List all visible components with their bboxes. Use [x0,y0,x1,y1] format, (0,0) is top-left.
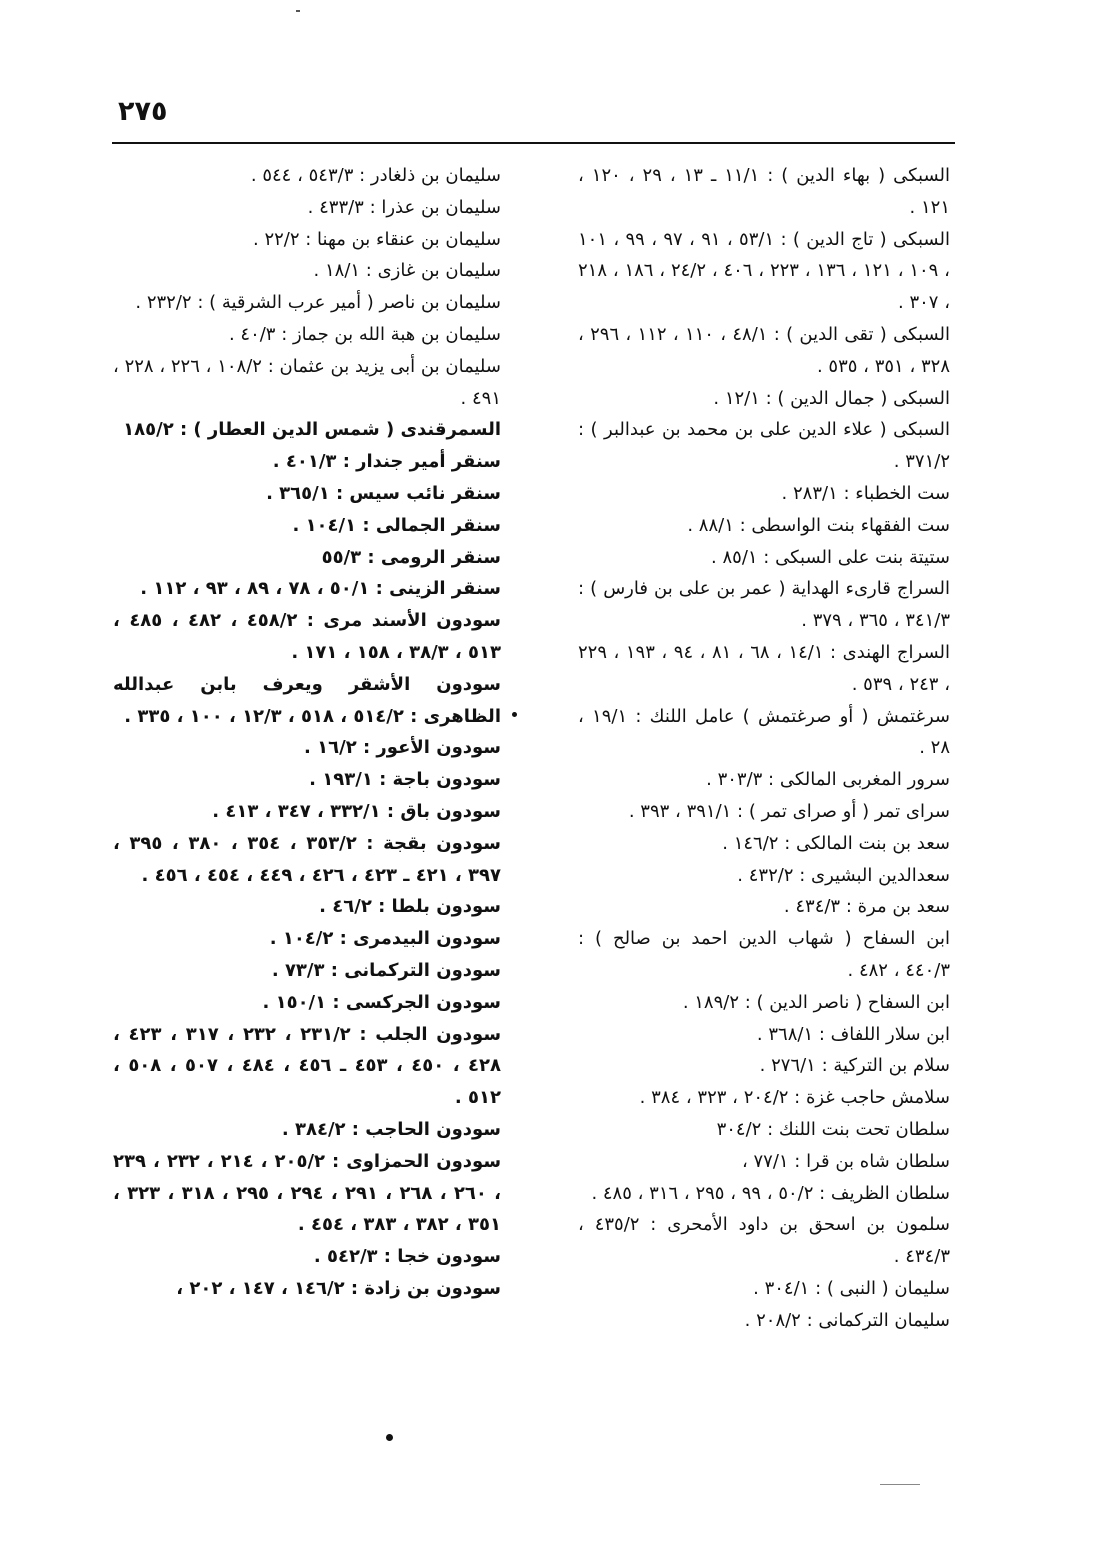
index-entry: سودون باق : ٣٣٢/١ ، ٣٤٧ ، ٤١٣ . [212,800,501,822]
index-entry: سنقر أمير جندار : ٤٠١/٣ . [272,451,501,473]
index-entry: ست الفقهاء بنت الواسطى : ٨٨/١ . [687,514,950,536]
index-entry: سودون الجركسى : ١٥٠/١ . [262,991,501,1013]
index-entry: ابن سلار اللفاف : ٣٦٨/١ . [756,1023,950,1045]
index-entry: سليمان ( النبى ) : ٣٠٤/١ . [753,1277,950,1299]
index-entry: سليمان بن غازى : ١٨/١ . [313,260,501,282]
index-entry: سودون الحمزاوى : ٢٠٥/٢ ، ٢١٤ ، ٢٣٢ ، ٢٣٩ ، ٢٦٠ ، ٢٦٨ ، ٢٩١ ، ٢٩٤ ، ٢٩٥ ، ٣١٨ ، ٣٢٣ ، ٣٥١ ، ٣٨٢ ، ٣٨٣ ، ٤٥٤ . [113,1150,502,1236]
index-entry: سودون البيدمرى : ١٠٤/٢ . [269,928,501,950]
index-entry: السراج الهندى : ١٤/١ ، ٦٨ ، ٨١ ، ٩٤ ، ١٩٣ ، ٢٢٩ ، ٢٤٣ ، ٥٣٩ . [578,641,951,695]
index-entry: سنقر نائب سيس : ٣٦٥/١ . [266,482,501,504]
header-rule [112,142,955,144]
index-entry: سلامش حاجب غزة : ٢٠٤/٢ ، ٣٢٣ ، ٣٨٤ . [639,1087,950,1109]
index-entry: السراج قارىء الهداية ( عمر بن على بن فارس ) : ٣٤١/٣ ، ٣٦٥ ، ٣٧٩ . [578,578,950,632]
index-entry: سودون الأشقر ويعرف بابن عبدالله الظاهرى : ٥١٤/٢ ، ٥١٨ ، ١٢/٣ ، ١٠٠ ، ٣٣٥ . [113,673,501,727]
index-entry: سودون بلطا : ٤٦/٢ . [319,896,501,918]
index-entry: سودون الحاجب : ٣٨٤/٢ . [281,1118,501,1140]
index-column-right [578,160,950,1336]
index-entry: سعد بن بنت المالكى : ١٤٦/٢ . [722,832,950,854]
index-entry: السبكى ( جمال الدين ) : ١٢/١ . [713,387,950,409]
index-entry: سلطان تحت بنت اللنك : ٣٠٤/٢ [716,1118,950,1140]
index-entry: سودون بن زادة : ١٤٦/٢ ، ١٤٧ ، ٢٠٢ ، [176,1277,501,1299]
index-entry: سودون باجة : ١٩٣/١ . [309,769,501,791]
index-entry: السبكى ( تقى الدين ) : ٤٨/١ ، ١١٠ ، ١١٢ ، ٢٩٦ ، ٣٢٨ ، ٣٥١ ، ٥٣٥ . [578,323,950,377]
index-entry: ابن السفاح ( ناصر الدين ) : ١٨٩/٢ . [682,991,950,1013]
index-entry: سلام بن التركية : ٢٧٦/١ . [759,1055,950,1077]
index-entry: السمرقندى ( شمس الدين العطار ) : ١٨٥/٢ [123,419,501,441]
scan-mark-bottom [880,1484,920,1485]
index-entry: السبكى ( علاء الدين على بن محمد بن عبدالبر ) : ٣٧١/٢ . [578,419,950,473]
index-entry: سليمان بن ناصر ( أمير عرب الشرقية ) : ٢٣٢/٢ . [135,292,501,314]
index-entry: سودون الأعور : ١٦/٢ . [304,737,501,759]
index-entry: سليمان بن ذلغادر : ٥٤٣/٣ ، ٥٤٤ . [250,165,501,186]
index-entry: سلمون بن اسحق بن داود الأمحرى : ٤٣٥/٢ ، ٤٣٤/٣ . [578,1214,950,1268]
bottom-dot [386,1434,393,1441]
index-entry: ابن السفاح ( شهاب الدين احمد بن صالح ) : ٤٤٠/٣ ، ٤٨٢ . [578,928,950,981]
index-column-left [113,160,501,1305]
index-entry: سودون الجلب : ٢٣١/٢ ، ٢٣٢ ، ٣١٧ ، ٤٢٣ ، ٤٢٨ ، ٤٥٠ ، ٤٥٣ ـ ٤٥٦ ، ٤٨٤ ، ٥٠٧ ، ٥٠٨ ، ٥١٢ . [113,1023,502,1109]
index-entry: سنقر الزينى : ٥٠/١ ، ٧٨ ، ٨٩ ، ٩٣ ، ١١٢ . [140,578,501,600]
index-entry: ست الخطباء : ٢٨٣/١ . [781,482,950,504]
scan-mark-top [296,10,300,12]
index-entry: سليمان بن عذرا : ٤٣٣/٣ . [307,196,501,218]
index-entry: سليمان التركمانى : ٢٠٨/٢ . [744,1309,950,1331]
index-entry: سنقر الجمالى : ١٠٤/١ . [292,514,501,536]
index-entry: سودون بقجة : ٣٥٣/٢ ، ٣٥٤ ، ٣٨٠ ، ٣٩٥ ، ٣٩٧ ، ٤٢١ ـ ٤٢٣ ، ٤٢٦ ، ٤٤٩ ، ٤٥٤ ، ٤٥٦ . [113,832,502,886]
index-entry: سلطان الظريف : ٥٠/٢ ، ٩٩ ، ٢٩٥ ، ٣١٦ ، ٤٨٥ . [591,1182,950,1204]
index-entry: سودون خجا : ٥٤٢/٣ . [313,1246,501,1268]
page-number: ٢٧٥ [118,96,168,127]
index-entry: سليمان بن أبى يزيد بن عثمان : ١٠٨/٢ ، ٢٢٦ ، ٢٢٨ ، ٤٩١ . [113,355,501,409]
index-entry: سرغتمش ( أو صرغتمش ) عامل اللنك : ١٩/١ ، ٢٨ . [578,705,950,759]
index-entry: ستيتة بنت على السبكى : ٨٥/١ . [711,546,950,568]
index-entry: سعد بن مرة : ٤٣٤/٣ . [783,896,950,918]
index-entry: سودون التركمانى : ٧٣/٣ . [271,959,501,981]
index-entry: سودون الأسند مرى : ٤٥٨/٢ ، ٤٨٢ ، ٤٨٥ ، ٥١٣ ، ٣٨/٣ ، ١٥٨ ، ١٧١ . [113,610,501,663]
index-entry: السبكى ( تاج الدين ) : ٥٣/١ ، ٩١ ، ٩٧ ، ٩٩ ، ١٠١ ، ١٠٩ ، ١٢١ ، ١٣٦ ، ٢٢٣ ، ٤٠٦ ، ٢٤/٢ ، ١٨٦ ، ٢١٨ ، ٣٠٧ . [578,228,950,314]
index-entry: سعدالدين البشيرى : ٤٣٢/٢ . [737,864,950,886]
margin-dot [512,712,517,717]
index-entry: سليمان بن عنقاء بن مهنا : ٢٢/٢ . [252,228,501,250]
index-entry: سليمان بن هبة الله بن جماز : ٤٠/٣ . [228,323,501,345]
index-entry: السبكى ( بهاء الدين ) : ١١/١ ـ ١٣ ، ٢٩ ، ١٢٠ ، ١٢١ . [578,165,951,218]
index-entry: سراى تمر ( أو صراى تمر ) : ٣٩١/١ ، ٣٩٣ . [628,800,950,822]
index-entry: سنقر الرومى : ٥٥/٣ [321,546,501,568]
index-entry: سرور المغربى المالكى : ٣٠٣/٣ . [706,769,950,791]
index-entry: سلطان شاه بن قرا : ٧٧/١ ، [741,1150,950,1172]
